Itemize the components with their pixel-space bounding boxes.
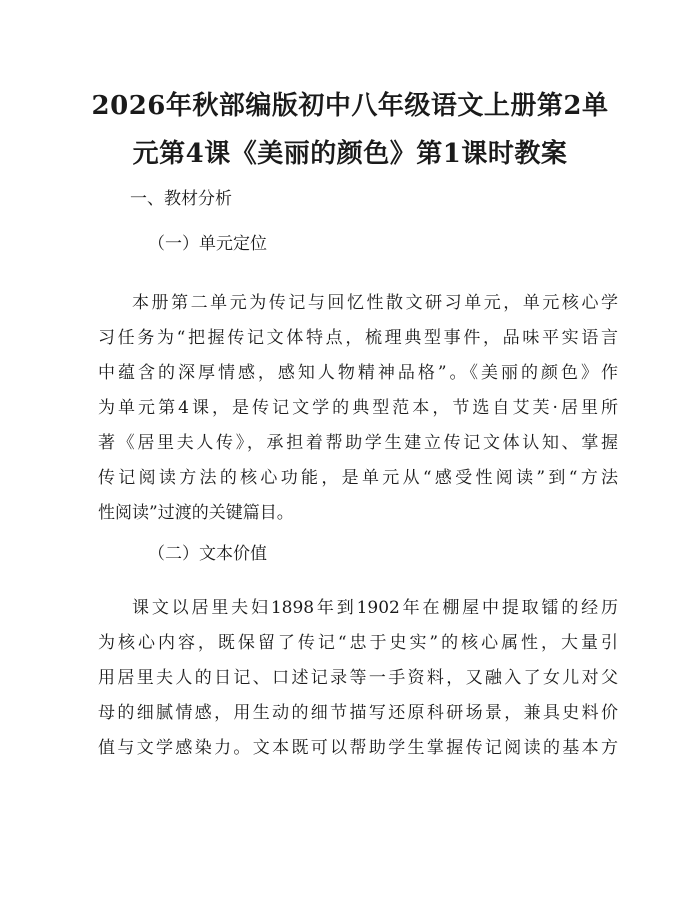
paragraph-line: 课文以居里夫妇1898年到1902年在棚屋中提取镭的经历 [132,598,618,618]
paragraph-unit-positioning [98,286,618,531]
title-line-2: 元第4课《美丽的颜色》第1课时教案 [132,139,568,169]
paragraph-line: 为核心内容，既保留了传记“忠于史实”的核心属性，大量引 [98,633,618,653]
document-title [90,82,610,178]
paragraph-line: 本册第二单元为传记与回忆性散文研习单元，单元核心学 [132,293,618,313]
paragraph-line: 中蕴含的深厚情感，感知人物精神品格”。《美丽的颜色》作 [98,363,618,383]
paragraph-line: 用居里夫人的日记、口述记录等一手资料，又融入了女儿对父 [98,668,618,688]
subsection-heading-text-value: （二）文本价值 [148,544,267,564]
paragraph-line: 习任务为“把握传记文体特点，梳理典型事件，品味平实语言 [98,328,618,348]
paragraph-line: 为单元第4课，是传记文学的典型范本，节选自艾芙·居里所 [98,398,618,418]
subsection-heading-unit-positioning: （一）单元定位 [148,234,267,254]
paragraph-line: 值与文学感染力。文本既可以帮助学生掌握传记阅读的基本方 [98,738,618,758]
paragraph-line: 著《居里夫人传》，承担着帮助学生建立传记文体认知、掌握 [98,433,618,453]
section-heading: 一、教材分析 [130,189,232,209]
paragraph-line: 传记阅读方法的核心功能，是单元从“感受性阅读”到“方法 [98,468,618,488]
paragraph-line: 性阅读”过渡的关键篇目。 [98,503,294,523]
paragraph-text-value [98,591,618,766]
paragraph-line: 母的细腻情感，用生动的细节描写还原科研场景，兼具史料价 [98,703,618,723]
title-line-1: 2026年秋部编版初中八年级语文上册第2单 [91,91,609,121]
